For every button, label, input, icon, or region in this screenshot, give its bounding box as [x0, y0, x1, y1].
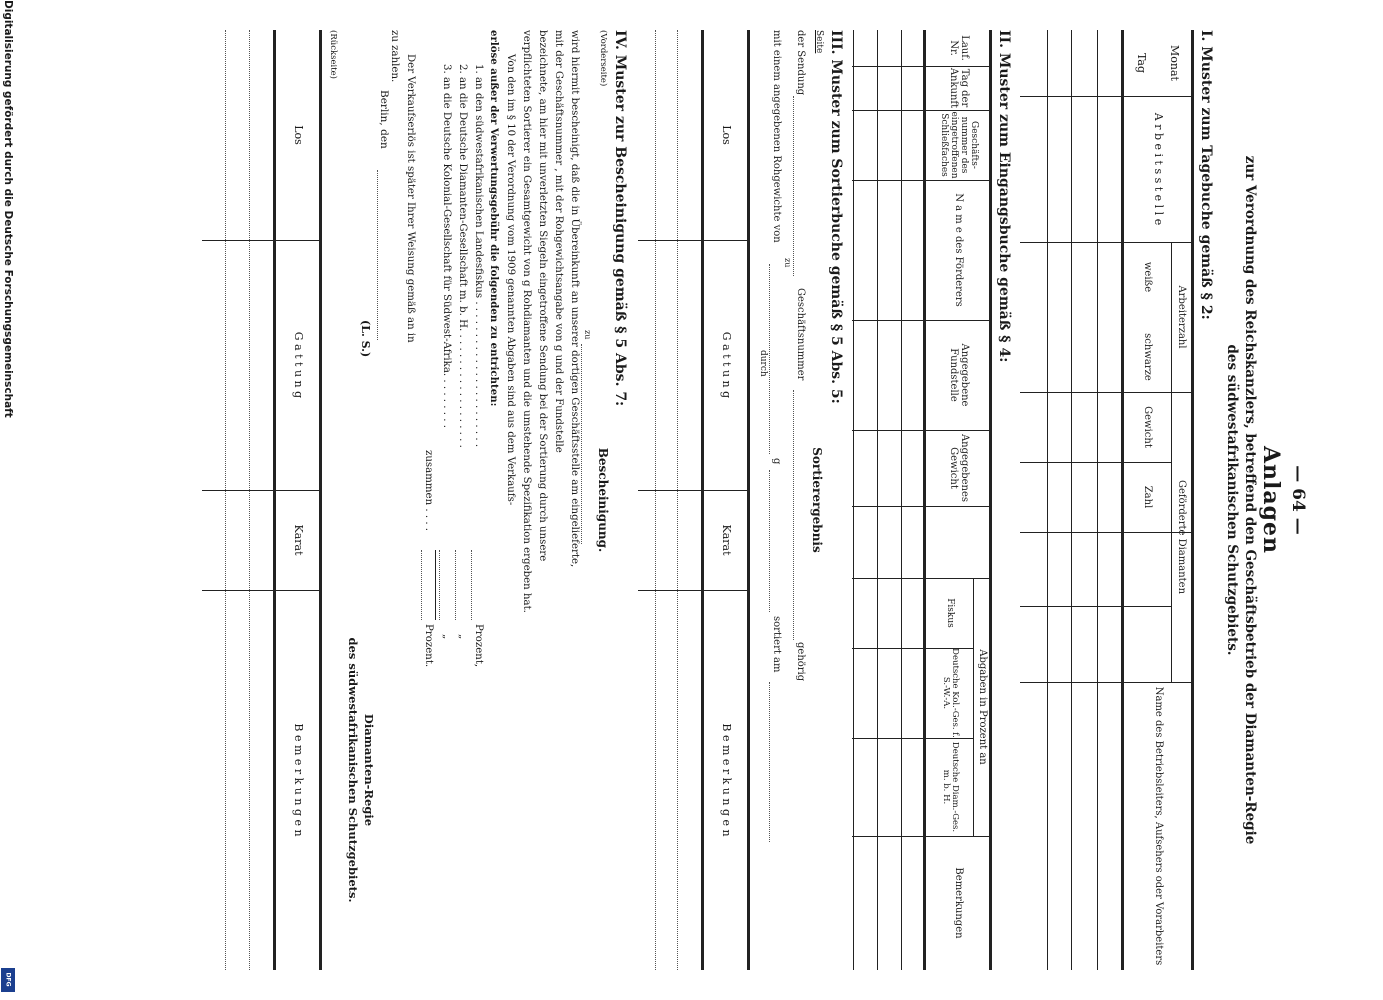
- col-weisse: weiße: [1142, 261, 1154, 293]
- col-name-betriebsleiter: Name des Betriebsleiters, Aufsehers oder Vorarbeiters: [1153, 686, 1165, 966]
- section4-line-6: erlöse außer der Verwertungsgebühr die folgenden zu entrichten:: [488, 30, 500, 407]
- page-subtitle-1: zur Verordnung des Reichskanzlers, betreffend den Geschäftsbetrieb der Diamanten-Regie: [1242, 155, 1258, 845]
- col-zahl: Zahl: [1142, 485, 1154, 509]
- zusammen-prozent: Prozent.: [423, 624, 434, 668]
- section4-vorderseite: (Vorderseite): [598, 30, 608, 87]
- col-deutsche-diam-ges: Deutsche Diam.-Ges. m. b. H.: [941, 741, 960, 833]
- col-deutsche-kol-ges: Deutsche Kol.-Ges. f. S.-W.-A.: [941, 648, 960, 738]
- section3-seite: Seite: [814, 30, 824, 54]
- regie-line-1: Diamanten-Regie: [362, 713, 376, 827]
- section3-durch: durch: [758, 350, 768, 377]
- dfg-logo-icon: DFG: [1, 968, 15, 992]
- section4-line-5: Von den im § 10 der Verordnung vom 1909 genannten Abgaben sind aus dem Verkaufs-: [505, 54, 516, 506]
- page-subtitle-2: des südwestafrikanischen Schutzgebiets.: [1224, 344, 1240, 656]
- section4-line-2: mit der Geschäftsnummer , mit der Rohgewichtsangabe von g und der Fundstelle: [553, 30, 564, 453]
- col-gefoerderte-diamanten: Geförderte Diamanten: [1176, 479, 1188, 595]
- section3-sortiert-am: sortiert am: [771, 616, 782, 673]
- col-angegebenes-gewicht: Angegebenes Gewicht: [948, 433, 970, 503]
- payee-2-ditto: „: [457, 634, 468, 640]
- col-fiskus: Fiskus: [945, 598, 956, 628]
- col-name-foerderer: N a m e des Förderers: [953, 193, 965, 307]
- s3-col-karat: Karat: [720, 524, 734, 556]
- section3-geschaeftsnummer: Geschäftsnummer: [795, 288, 806, 381]
- section3-rohgewicht: mit einem angegebenen Rohgewichte von: [771, 30, 782, 243]
- zusammen-label: zusammen . . . .: [423, 450, 434, 532]
- col-schwarze: schwarze: [1142, 333, 1154, 381]
- seal-ls: (L. S.): [359, 320, 372, 358]
- col-abgaben: Abgaben in Prozent an: [977, 649, 988, 765]
- col-arbeitsstelle: A r b e i t s s t e l l e: [1152, 112, 1166, 226]
- section3-gehoerig: gehörig: [795, 642, 806, 682]
- s4-col-gattung: G a t t u n g: [292, 331, 306, 399]
- section4-line-1: wird hiermit bescheinigt, daß die in Übereinkunft an unserer dortigen Geschäftsstelle am eingelieferte,: [569, 30, 580, 568]
- col-gewicht: Gewicht: [1142, 406, 1154, 448]
- section2-title: II. Muster zum Eingangsbuche gemäß § 4:: [996, 30, 1012, 363]
- col-geschaeftsnummer: Geschäfts-nummer des eingetroffenen Schließfaches: [939, 111, 979, 179]
- s4-col-los: Los: [292, 125, 306, 145]
- col-angegebene-fundstelle: Angegebene Fundstelle: [948, 343, 970, 407]
- s3-col-bemerkungen: B e m e r k u n g e n: [720, 723, 734, 837]
- footer-text: Digitalisierung gefördert durch die Deutsche Forschungsgemeinschaft: [2, 0, 14, 418]
- section4-title: IV. Muster zur Bescheinigung gemäß § 5 Abs. 7:: [612, 30, 628, 407]
- col-arbeiterzahl: Arbeiterzahl: [1176, 285, 1188, 349]
- payee-3-ditto: „: [441, 634, 452, 640]
- s4-col-karat: Karat: [292, 524, 306, 556]
- col-tag: Tag: [1135, 52, 1149, 74]
- section1-title: I. Muster zum Tagebuche gemäß § 2:: [1198, 30, 1214, 320]
- col-lauf-nr: Lauf. Nr.: [948, 35, 970, 61]
- section4-rueckseite: (Rückseite): [328, 30, 338, 79]
- s3-col-gattung: G a t t u n g: [720, 331, 734, 399]
- page-content: [80, 30, 1310, 970]
- section4-line-4: verpflichteten Sortierer ein Gesamtgewicht von g Rohdiamanten und die umstehende Spezifikation ergeben hat.: [521, 30, 532, 613]
- section4-zu: zu: [583, 330, 592, 340]
- section3-g: g: [771, 458, 782, 465]
- section3-der-sendung: der Sendung: [795, 30, 806, 96]
- payee-1: 1. an den südwestafrikanischen Landesfiskus . . . . . . . . . . . . . . . . . . . . . . .: [473, 64, 484, 448]
- section3-zu: zu: [783, 258, 792, 268]
- payee-2: 2. an die Deutsche Diamanten-Gesellschaft m. b. H. . . . . . . . . . . . . . . . . . .: [457, 64, 468, 448]
- col-tag-ankunft: Tag der Ankunft: [948, 67, 970, 109]
- section4-line-3: bezeichnete, am hier mit unverletzten Siegeln eingetroffene Sendung bei der Sortierung durch unsere: [537, 30, 548, 562]
- section3-title: III. Muster zum Sortierbuche gemäß § 5 Abs. 5:: [828, 30, 844, 404]
- page-title: Anlagen: [1258, 445, 1284, 555]
- berlin-den: Berlin, den: [378, 90, 390, 149]
- s3-col-los: Los: [720, 125, 734, 145]
- col-monat: Monat: [1168, 45, 1182, 81]
- payee-3: 3. an die Deutsche Kolonial-Gesellschaft für Südwest-Afrika. . . . . . . . .: [441, 64, 452, 428]
- section4-bescheinigung: Bescheinigung.: [596, 447, 610, 553]
- zu-zahlen: zu zahlen.: [389, 30, 400, 83]
- page-number: — 64 —: [1288, 465, 1308, 535]
- verkaufserloes-line: Der Verkaufserlös ist später Ihrer Weisung gemäß an in: [405, 54, 416, 343]
- col-bemerkungen-2: Bemerkungen: [953, 867, 965, 939]
- s4-col-bemerkungen: B e m e r k u n g e n: [292, 723, 306, 837]
- regie-line-2: des südwestafrikanischen Schutzgebiets.: [346, 637, 360, 903]
- payee-1-prozent: Prozent,: [473, 624, 484, 668]
- section3-sortierergebnis: Sortierergebnis: [810, 447, 824, 553]
